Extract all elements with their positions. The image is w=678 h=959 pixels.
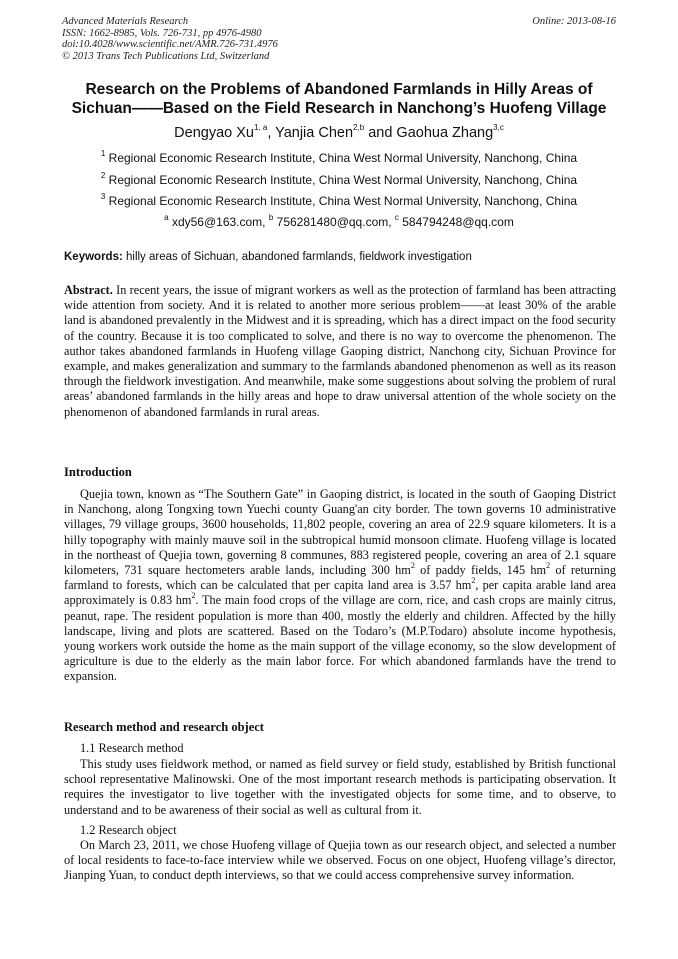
affiliation-2-sup: 2 bbox=[100, 171, 106, 180]
affiliation-1-sup: 1 bbox=[100, 149, 106, 158]
author-3-sup: 3,c bbox=[493, 123, 504, 133]
author-sep-2: and bbox=[364, 125, 397, 141]
affiliation-3-sup: 3 bbox=[100, 192, 106, 201]
affiliation-2 bbox=[40, 173, 638, 187]
intro-sup-3: 2 bbox=[471, 576, 476, 586]
intro-sup-2: 2 bbox=[546, 560, 551, 570]
title-line-1: Research on the Problems of Abandoned Farmlands in Hilly Areas of bbox=[85, 81, 593, 98]
author-1: Dengyao Xu bbox=[174, 125, 254, 141]
intro-sup-1: 2 bbox=[410, 560, 415, 570]
affiliation-1 bbox=[40, 151, 638, 165]
email-a-sup: a bbox=[164, 213, 169, 222]
method-heading: Research method and research object bbox=[64, 720, 264, 734]
email-a: xdy56@163.com, bbox=[171, 215, 269, 229]
email-c: 584794248@qq.com bbox=[402, 215, 514, 229]
email-b-sup: b bbox=[268, 213, 274, 222]
introduction-heading: Introduction bbox=[64, 465, 132, 479]
issn-line: ISSN: 1662-8985, Vols. 726-731, pp 4976-4980 bbox=[62, 27, 262, 39]
abstract-label: Abstract. bbox=[64, 283, 113, 297]
intro-text-4: , per capita arable land area approximately is 0.83 hm bbox=[64, 578, 616, 608]
title-line-2: Sichuan——Based on the Field Research in Nanchong’s Huofeng Village bbox=[71, 100, 607, 117]
abstract bbox=[64, 283, 616, 420]
keywords bbox=[64, 250, 616, 264]
online-date: Online: 2013-08-16 bbox=[532, 16, 616, 27]
intro-sup-4: 2 bbox=[191, 591, 196, 601]
copyright-line: © 2013 Trans Tech Publications Ltd, Switzerland bbox=[62, 50, 270, 62]
affiliation-2-text: Regional Economic Research Institute, China West Normal University, Nanchong, China bbox=[108, 173, 578, 187]
author-sep-1: , bbox=[267, 125, 276, 141]
email-c-sup: c bbox=[394, 213, 399, 222]
object-paragraph: On March 23, 2011, we chose Huofeng village of Quejia town as our research object, and selected a number of local residents to face-to-face interview while we observed. Focus on one object, Huofeng village’s director, Jianping Yuan, to conduct depth interviews, so that we could access comprehensive survey information. bbox=[64, 838, 616, 883]
intro-text-5: . The main food crops of the village are corn, rice, and cash crops are mainly citrus, peanut, rape. The resident population is more than 400, mostly the elderly and children. Affected by the hilly landscape, living and plots are scattered. Based on the Todaro’s (M.P.Todaro) absolute income hypothesis, young workers work outside the home as the main support of the village economy, so the slow development of agriculture is due to the elderly as the main labor force. For which abandoned farmlands have the trend to expansion. bbox=[64, 593, 617, 684]
intro-text-1: Quejia town, known as “The Southern Gate” in Gaoping district, is located in the south of Gaoping District in Nanchong, along Tongxing town Yuechi county Guang'an city border. The town governs 10 administrative villages, 79 village groups, 3600 households, 11,802 people, covering an area of 22.9 square kilometers. It is a hilly topography with mainly mauve soil in the subtropical humid monsoon climate. Huofeng village is located in the northeast of Quejia town, governing 8 communes, 883 registered people, covering an area of 2.1 square kilometers, 731 square hectometers arable lands, including 300 hm bbox=[64, 487, 616, 578]
method-paragraph: This study uses fieldwork method, or named as field survey or field study, established by British functional school representative Malinowski. One of the most important research methods is participating observation. It requires the investigator to live together with the investigated objects for some time, and to observe, to understand and to be awareness of their social as well as cultural from it. bbox=[64, 757, 616, 817]
author-2: Yanjia Chen bbox=[275, 125, 354, 141]
journal-header bbox=[62, 16, 278, 62]
affiliation-1-text: Regional Economic Research Institute, China West Normal University, Nanchong, China bbox=[108, 151, 578, 165]
introduction-paragraph bbox=[64, 487, 616, 685]
email-line bbox=[40, 215, 638, 229]
keywords-text: hilly areas of Sichuan, abandoned farmlands, fieldwork investigation bbox=[122, 251, 472, 263]
object-subheading: 1.2 Research object bbox=[80, 823, 177, 837]
author-2-sup: 2,b bbox=[353, 123, 365, 133]
keywords-label: Keywords: bbox=[64, 251, 123, 263]
author-list bbox=[40, 124, 638, 142]
intro-text-3: of returning farmland to forests, which can be calculated that per capita land area is 3.57 hm bbox=[64, 563, 616, 593]
author-1-sup: 1, a bbox=[253, 123, 268, 133]
paper-title bbox=[40, 80, 638, 118]
abstract-text: In recent years, the issue of migrant workers as well as the protection of farmland has been attracting wide attention from society. And it is related to another more serious problem——at least 30% of the arable land is abandoned prevalently in the Midwest and it is spreading, which has a direct impact on the food security of the country. Because it is too complicated to solve, and there is no way to overcome the phenomenon. The author takes abandoned farmlands in Huofeng village Gaoping district, Nanchong city, Sichuan Province for example, and makes generalization and summary to the farmlands abandoned phenomenon as well as its reason through the fieldwork investigation. And meanwhile, make some suggestions about solving the problem of rural areas’ abandoned farmlands in the hilly areas and hope to draw universal attention of the whole society on the phenomenon of abandoned farmlands in rural areas. bbox=[64, 283, 616, 419]
affiliation-3 bbox=[40, 194, 638, 208]
affiliation-3-text: Regional Economic Research Institute, China West Normal University, Nanchong, China bbox=[108, 194, 578, 208]
author-3: Gaohua Zhang bbox=[396, 125, 494, 141]
doi-line: doi:10.4028/www.scientific.net/AMR.726-731.4976 bbox=[62, 39, 278, 50]
intro-text-2: of paddy fields, 145 hm bbox=[414, 563, 547, 578]
journal-name: Advanced Materials Research bbox=[62, 16, 189, 27]
method-subheading: 1.1 Research method bbox=[80, 741, 184, 755]
email-b: 756281480@qq.com, bbox=[276, 215, 395, 229]
